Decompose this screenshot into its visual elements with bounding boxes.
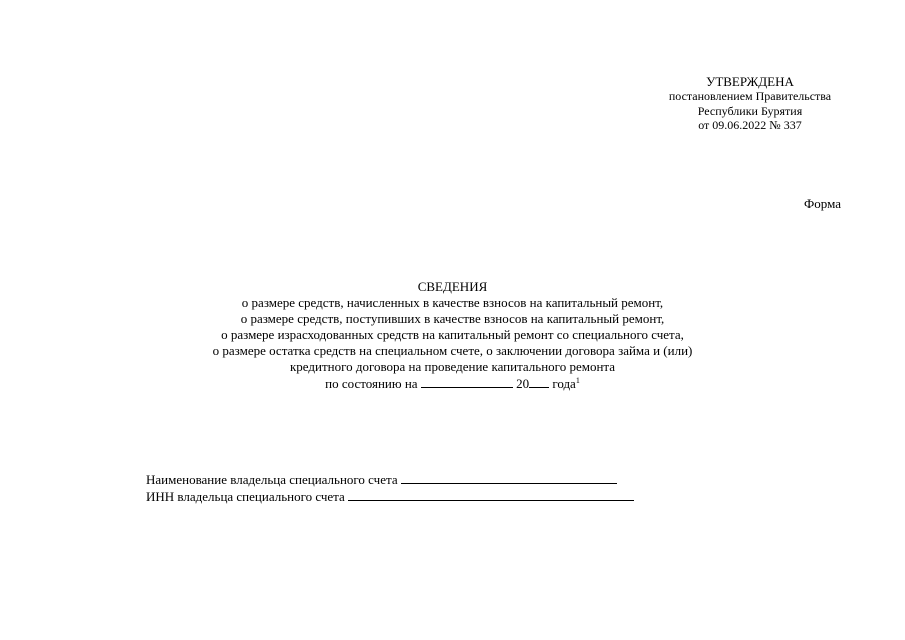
year-prefix: 20 [516, 376, 530, 391]
owner-inn-row [146, 488, 634, 505]
owner-name-label: Наименование владельца специального счета [146, 472, 398, 487]
date-blank[interactable] [421, 375, 513, 388]
approval-line-2: Республики Бурятия [697, 103, 803, 118]
approval-line-3: от 09.06.2022 № 337 [698, 118, 802, 132]
approval-title: УТВЕРЖДЕНА [706, 74, 794, 89]
heading-date-line [130, 375, 775, 392]
approval-block [640, 74, 860, 133]
form-label: Форма [804, 196, 841, 211]
heading-title: СВЕДЕНИЯ [417, 279, 488, 294]
owner-name-blank[interactable] [401, 471, 617, 484]
approval-line-1: постановлением Правительства [668, 89, 832, 103]
heading-line-2: о размере средств, поступивших в качестве взносов на капитальный ремонт, [240, 311, 665, 326]
footnote-mark: 1 [575, 376, 580, 385]
heading-line-3: о размере израсходованных средств на капитальный ремонт со специального счета, [221, 327, 684, 342]
owner-inn-label: ИНН владельца специального счета [146, 489, 345, 504]
heading-line-5: кредитного договора на проведение капитального ремонта [289, 359, 616, 374]
document-heading [130, 279, 775, 392]
heading-line-1: о размере средств, начисленных в качестве взносов на капитальный ремонт, [241, 295, 664, 310]
owner-name-row [146, 471, 634, 488]
year-suffix: года [552, 376, 576, 391]
year-blank[interactable] [529, 375, 549, 388]
heading-line-4: о размере остатка средств на специальном счете, о заключении договора займа и (или) [212, 343, 693, 358]
owner-fields [146, 471, 634, 505]
date-prefix: по состоянию на [325, 376, 418, 391]
owner-inn-blank[interactable] [348, 488, 634, 501]
